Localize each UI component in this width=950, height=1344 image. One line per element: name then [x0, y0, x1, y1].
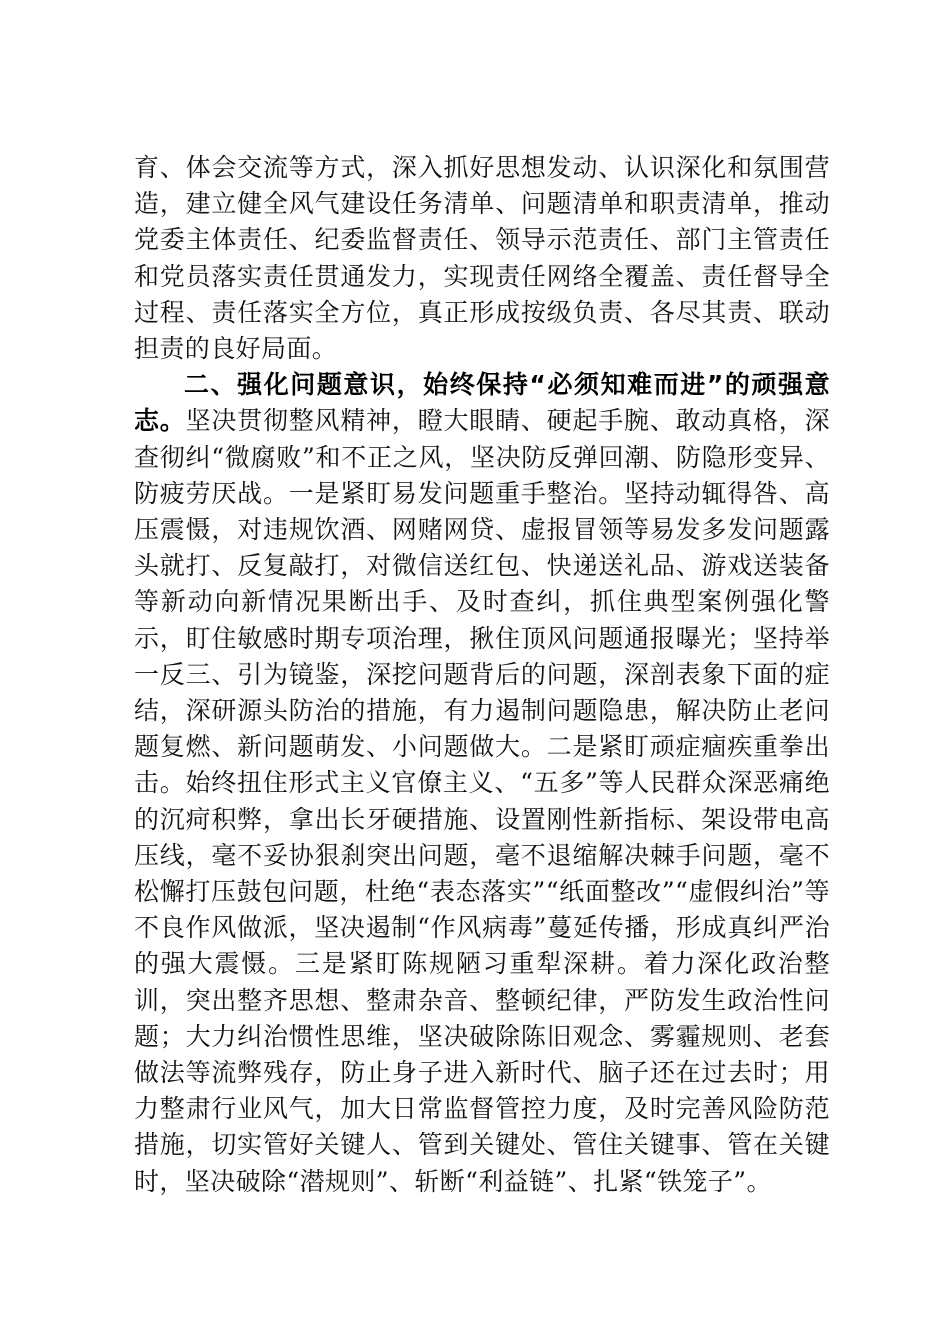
section-body: 坚决贯彻整风精神，瞪大眼睛、硬起手腕、敢动真格，深查彻纠“微腐败”和不正之风，坚决防反弹回潮、防隐形变异、防疲劳厌战。一是紧盯易发问题重手整治。坚持动辄得咎、高压震慑，对违规饮酒、网赌网贷、虚报冒领等易发多发问题露头就打、反复敲打，对微信送红包、快递送礼品、游戏送装备等新动向新情况果断出手、及时查纠，抓住典型案例强化警示，盯住敏感时期专项治理，揪住顶风问题通报曝光；坚持举一反三、引为镜鉴，深挖问题背后的问题，深剖表象下面的症结，深研源头防治的措施，有力遏制问题隐患，解决防止老问题复燃、新问题萌发、小问题做大。二是紧盯顽症痼疾重拳出击。始终扭住形式主义官僚主义、“五多”等人民群众深恶痛绝的沉疴积弊，拿出长牙硬措施、设置刚性新指标、架设带电高压线，毫不妥协狠刹突出问题，毫不退缩解决棘手问题，毫不松懈打压鼓包问题，杜绝“表态落实”“纸面整改”“虚假纠治”等不良作风做派，坚决遏制“作风病毒”蔓延传播，形成真纠严治的强大震慑。三是紧盯陈规陋习重犁深耕。着力深化政治整训，突出整齐思想、整肃杂音、整顿纪律，严防发生政治性问题；大力纠治惯性思维，坚决破除陈旧观念、雾霾规则、老套做法等流弊残存，防止身子进入新时代、脑子还在过去时；用力整肃行业风气，加大日常监督管控力度，及时完善风险防范措施，切实管好关键人、管到关键处、管住关键事、管在关键时，坚决破除“潜规则”、斩断“利益链”、扎紧“铁笼子”。 [134, 406, 830, 1196]
body-text [134, 150, 830, 1200]
section-heading: 二、强化问题意识，始终保持“必须知难而进”的顽强意志。 [134, 370, 830, 436]
paragraph-continuation: 育、体会交流等方式，深入抓好思想发动、认识深化和氛围营造，建立健全风气建设任务清单、问题清单和职责清单，推动党委主体责任、纪委监督责任、领导示范责任、部门主管责任和党员落实责任贯通发力，实现责任网络全覆盖、责任督导全过程、责任落实全方位，真正形成按级负责、各尽其责、联动担责的良好局面。 [134, 153, 830, 364]
paragraph-section-two [134, 367, 830, 1200]
